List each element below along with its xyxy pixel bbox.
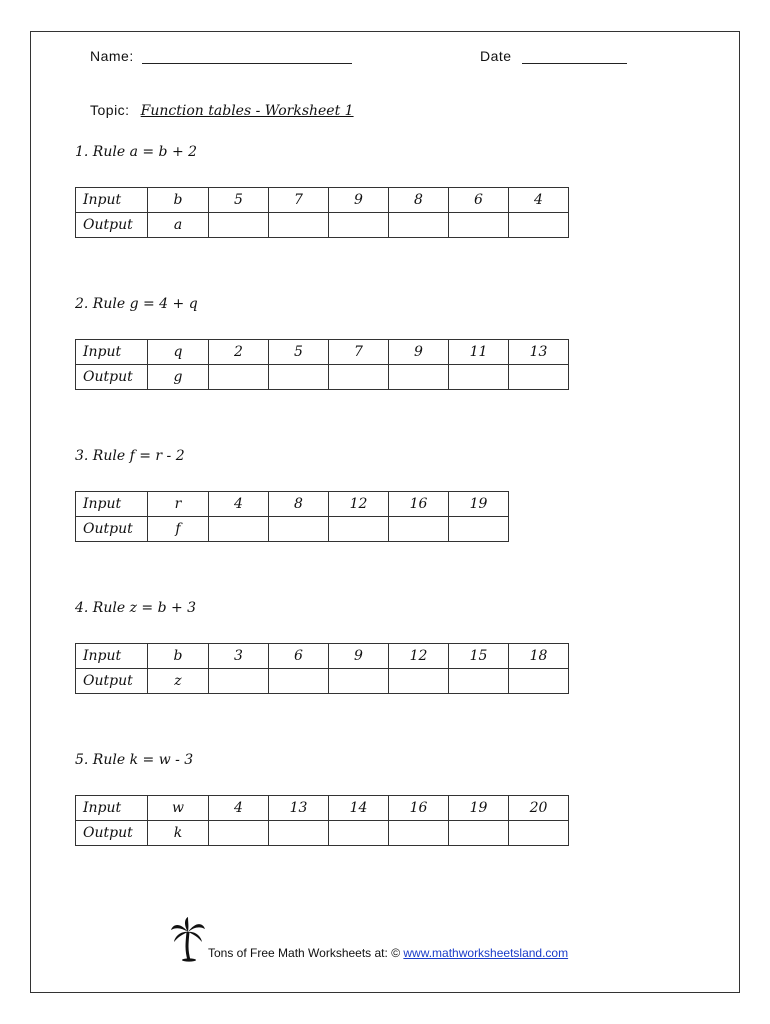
output-row xyxy=(76,365,569,390)
input-value-cell: 18 xyxy=(509,644,569,669)
input-label-cell: Input xyxy=(76,188,148,213)
output-answer-cell[interactable] xyxy=(509,213,569,238)
output-variable-cell: g xyxy=(148,365,209,390)
output-answer-cell[interactable] xyxy=(509,821,569,846)
problem-title: 3. Rule f = r - 2 xyxy=(75,448,185,464)
input-label-cell: Input xyxy=(76,340,148,365)
input-value-cell: 9 xyxy=(329,188,389,213)
input-value-cell: 7 xyxy=(269,188,329,213)
output-answer-cell[interactable] xyxy=(209,821,269,846)
footer-text: Tons of Free Math Worksheets at: © xyxy=(208,946,401,960)
input-value-cell: 19 xyxy=(449,492,509,517)
topic-value: Function tables - Worksheet 1 xyxy=(140,103,354,119)
input-value-cell: 4 xyxy=(209,492,269,517)
name-blank-line[interactable] xyxy=(142,51,352,64)
input-value-cell: 15 xyxy=(449,644,509,669)
input-value-cell: 14 xyxy=(329,796,389,821)
date-blank-line[interactable] xyxy=(522,51,627,64)
input-variable-cell: q xyxy=(148,340,209,365)
output-answer-cell[interactable] xyxy=(269,821,329,846)
output-answer-cell[interactable] xyxy=(449,365,509,390)
output-answer-cell[interactable] xyxy=(509,365,569,390)
palm-tree-icon xyxy=(170,916,206,962)
input-value-cell: 12 xyxy=(329,492,389,517)
output-answer-cell[interactable] xyxy=(449,669,509,694)
output-answer-cell[interactable] xyxy=(329,669,389,694)
input-value-cell: 3 xyxy=(209,644,269,669)
output-answer-cell[interactable] xyxy=(449,517,509,542)
input-value-cell: 5 xyxy=(269,340,329,365)
input-value-cell: 20 xyxy=(509,796,569,821)
output-answer-cell[interactable] xyxy=(269,213,329,238)
function-table xyxy=(75,643,569,694)
input-row xyxy=(76,188,569,213)
output-row xyxy=(76,213,569,238)
input-value-cell: 12 xyxy=(389,644,449,669)
input-variable-cell: b xyxy=(148,644,209,669)
output-answer-cell[interactable] xyxy=(329,821,389,846)
output-answer-cell[interactable] xyxy=(449,821,509,846)
topic-label: Topic: xyxy=(90,102,130,118)
output-row xyxy=(76,517,509,542)
function-table xyxy=(75,491,509,542)
input-value-cell: 16 xyxy=(389,492,449,517)
input-label-cell: Input xyxy=(76,644,148,669)
input-value-cell: 4 xyxy=(209,796,269,821)
input-row xyxy=(76,492,509,517)
input-value-cell: 19 xyxy=(449,796,509,821)
problem-title: 1. Rule a = b + 2 xyxy=(75,144,198,160)
output-answer-cell[interactable] xyxy=(209,517,269,542)
input-row xyxy=(76,796,569,821)
footer xyxy=(208,946,568,960)
output-variable-cell: a xyxy=(148,213,209,238)
output-answer-cell[interactable] xyxy=(389,669,449,694)
problem-title: 5. Rule k = w - 3 xyxy=(75,752,194,768)
name-field xyxy=(90,48,352,64)
output-answer-cell[interactable] xyxy=(389,517,449,542)
input-value-cell: 13 xyxy=(509,340,569,365)
output-answer-cell[interactable] xyxy=(209,669,269,694)
output-label-cell: Output xyxy=(76,365,148,390)
input-value-cell: 9 xyxy=(389,340,449,365)
output-answer-cell[interactable] xyxy=(509,669,569,694)
input-value-cell: 2 xyxy=(209,340,269,365)
input-label-cell: Input xyxy=(76,796,148,821)
date-field xyxy=(480,48,627,64)
output-row xyxy=(76,821,569,846)
output-answer-cell[interactable] xyxy=(209,213,269,238)
output-answer-cell[interactable] xyxy=(209,365,269,390)
input-variable-cell: b xyxy=(148,188,209,213)
function-table xyxy=(75,795,569,846)
output-answer-cell[interactable] xyxy=(329,517,389,542)
output-answer-cell[interactable] xyxy=(329,213,389,238)
input-value-cell: 13 xyxy=(269,796,329,821)
output-variable-cell: z xyxy=(148,669,209,694)
output-answer-cell[interactable] xyxy=(389,821,449,846)
input-label-cell: Input xyxy=(76,492,148,517)
name-label: Name: xyxy=(90,48,134,64)
output-label-cell: Output xyxy=(76,517,148,542)
problem-title: 4. Rule z = b + 3 xyxy=(75,600,197,616)
input-value-cell: 4 xyxy=(509,188,569,213)
output-variable-cell: f xyxy=(148,517,209,542)
problem-title: 2. Rule g = 4 + q xyxy=(75,296,198,312)
output-variable-cell: k xyxy=(148,821,209,846)
input-value-cell: 11 xyxy=(449,340,509,365)
input-row xyxy=(76,340,569,365)
topic-line xyxy=(90,100,354,119)
input-value-cell: 16 xyxy=(389,796,449,821)
input-variable-cell: r xyxy=(148,492,209,517)
output-answer-cell[interactable] xyxy=(449,213,509,238)
output-answer-cell[interactable] xyxy=(269,365,329,390)
footer-link[interactable]: www.mathworksheetsland.com xyxy=(403,946,569,960)
output-label-cell: Output xyxy=(76,669,148,694)
input-value-cell: 9 xyxy=(329,644,389,669)
function-table xyxy=(75,339,569,390)
function-table xyxy=(75,187,569,238)
date-label: Date xyxy=(480,48,512,64)
output-label-cell: Output xyxy=(76,213,148,238)
input-value-cell: 7 xyxy=(329,340,389,365)
output-row xyxy=(76,669,569,694)
input-row xyxy=(76,644,569,669)
input-value-cell: 8 xyxy=(269,492,329,517)
input-variable-cell: w xyxy=(148,796,209,821)
output-answer-cell[interactable] xyxy=(389,365,449,390)
input-value-cell: 6 xyxy=(269,644,329,669)
input-value-cell: 8 xyxy=(389,188,449,213)
output-answer-cell[interactable] xyxy=(269,669,329,694)
output-label-cell: Output xyxy=(76,821,148,846)
input-value-cell: 5 xyxy=(209,188,269,213)
output-answer-cell[interactable] xyxy=(389,213,449,238)
output-answer-cell[interactable] xyxy=(269,517,329,542)
output-answer-cell[interactable] xyxy=(329,365,389,390)
input-value-cell: 6 xyxy=(449,188,509,213)
